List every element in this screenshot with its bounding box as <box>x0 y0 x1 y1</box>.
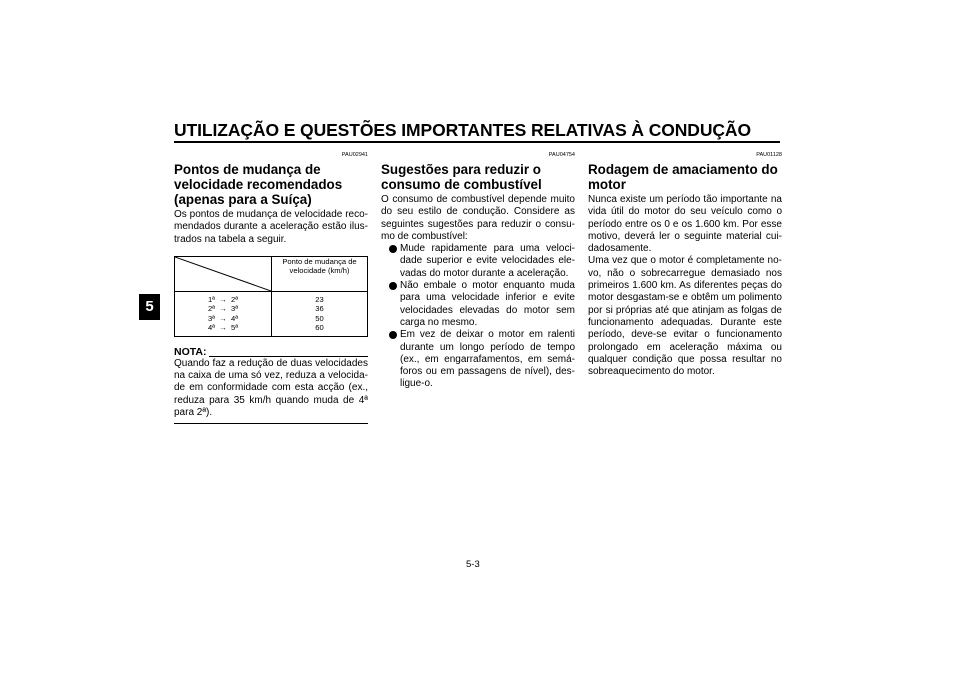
section-intro: Os pontos de mudança de velocidade reco-mendados durante a aceleração estão ilus-trados na tabela a seguir. <box>174 209 368 245</box>
speed-value: 36 <box>315 304 324 314</box>
bullet-icon <box>389 282 397 290</box>
list-item-text: Mude rapidamente para uma veloci-dade superior e evite velocidades ele-vadas do motor durante a aceleração. <box>400 243 575 279</box>
table-row <box>175 323 271 333</box>
tips-list <box>381 243 575 391</box>
gear-to: 2ª <box>231 294 239 304</box>
gear-from: 2ª <box>207 304 215 314</box>
list-item-text: Em vez de deixar o motor em ralenti durante um longo período de tempo (ex., em engarrafamentos, em semá-foros ou em passagens de nível), des-ligue-o. <box>400 329 575 390</box>
speed-value: 23 <box>315 294 324 304</box>
list-item <box>381 329 575 390</box>
gear-from: 1ª <box>207 294 215 304</box>
table-row <box>175 314 271 324</box>
gear-from: 4ª <box>207 323 215 333</box>
section-heading: Sugestões para reduzir o consumo de combustível <box>381 162 542 192</box>
section-paragraph: Nunca existe um período tão importante na vida útil do motor do seu veículo como o período entre os 0 e os 1.600 km. Por esse motivo, deverá ler o seguinte material cui-dadosamente. <box>588 194 782 255</box>
section-paragraph: Uma vez que o motor é completamente no-vo, não o sobrecarregue demasiado nos primeiros 1.600 km. As diferentes peças do motor desgastam-se e obtêm um polimento por si próprias até que atinjam as folgas de funcionamento adequadas. Durante este período, deve-se evitar o funcionamento prolongado em aceleração máxima ou qualquer condição que possa resultar no sobreaquecimento do motor. <box>588 255 782 378</box>
note-end-rule <box>174 423 368 424</box>
shift-points-table <box>174 256 368 337</box>
gear-to: 4ª <box>231 313 239 323</box>
arrow-icon: → <box>219 294 227 304</box>
table-corner-cell <box>175 256 272 291</box>
arrow-icon: → <box>219 323 227 333</box>
table-header: Ponto de mudança de velocidade (km/h) <box>272 256 368 291</box>
page-number: 5-3 <box>466 559 480 570</box>
left-column <box>174 152 368 424</box>
note-header <box>174 347 368 358</box>
list-item <box>381 280 575 329</box>
speed-cell <box>272 291 368 336</box>
title-rule <box>174 141 780 143</box>
arrow-icon: → <box>219 313 227 323</box>
middle-column <box>381 152 575 391</box>
section-heading: Rodagem de amaciamento do motor <box>588 162 778 192</box>
note-text: Quando faz a redução de duas velocidades na caixa de uma só vez, reduza a velocida-de em conformidade com esta acção (ex., reduza para 35 km/h quando muda de 4ª para 2ª). <box>174 357 368 419</box>
gear-to: 5ª <box>231 323 239 333</box>
note-rule <box>209 356 368 357</box>
arrow-icon: → <box>219 304 227 314</box>
section-code: PAU04754 <box>548 152 575 158</box>
section-code: PAU02941 <box>341 152 368 158</box>
page-title: UTILIZAÇÃO E QUESTÕES IMPORTANTES RELATIVAS À CONDUÇÃO <box>174 120 751 140</box>
list-item-text: Não embale o motor enquanto muda para uma velocidade inferior e evite velocidades elevadas do motor sem carga no mesmo. <box>400 280 575 328</box>
chapter-tab: 5 <box>139 294 160 320</box>
section-intro: O consumo de combustível depende muito do seu estilo de condução. Considere as seguintes sugestões para reduzir o consu-mo de combustível: <box>381 194 575 242</box>
section-code: PAU01128 <box>756 152 782 158</box>
table-row <box>175 295 271 305</box>
diagonal-line <box>175 257 271 291</box>
table-row <box>175 304 271 314</box>
list-item <box>381 243 575 280</box>
speed-value: 60 <box>315 323 324 333</box>
note-label: NOTA: <box>174 345 207 358</box>
bullet-icon <box>389 331 397 339</box>
bullet-icon <box>389 245 397 253</box>
gear-to: 3ª <box>231 304 239 314</box>
gear-from: 3ª <box>207 313 215 323</box>
right-column <box>588 152 782 378</box>
speed-value: 50 <box>315 313 324 323</box>
gear-change-cell <box>175 291 272 336</box>
section-heading: Pontos de mudança de velocidade recomendados (apenas para a Suíça) <box>174 162 343 207</box>
